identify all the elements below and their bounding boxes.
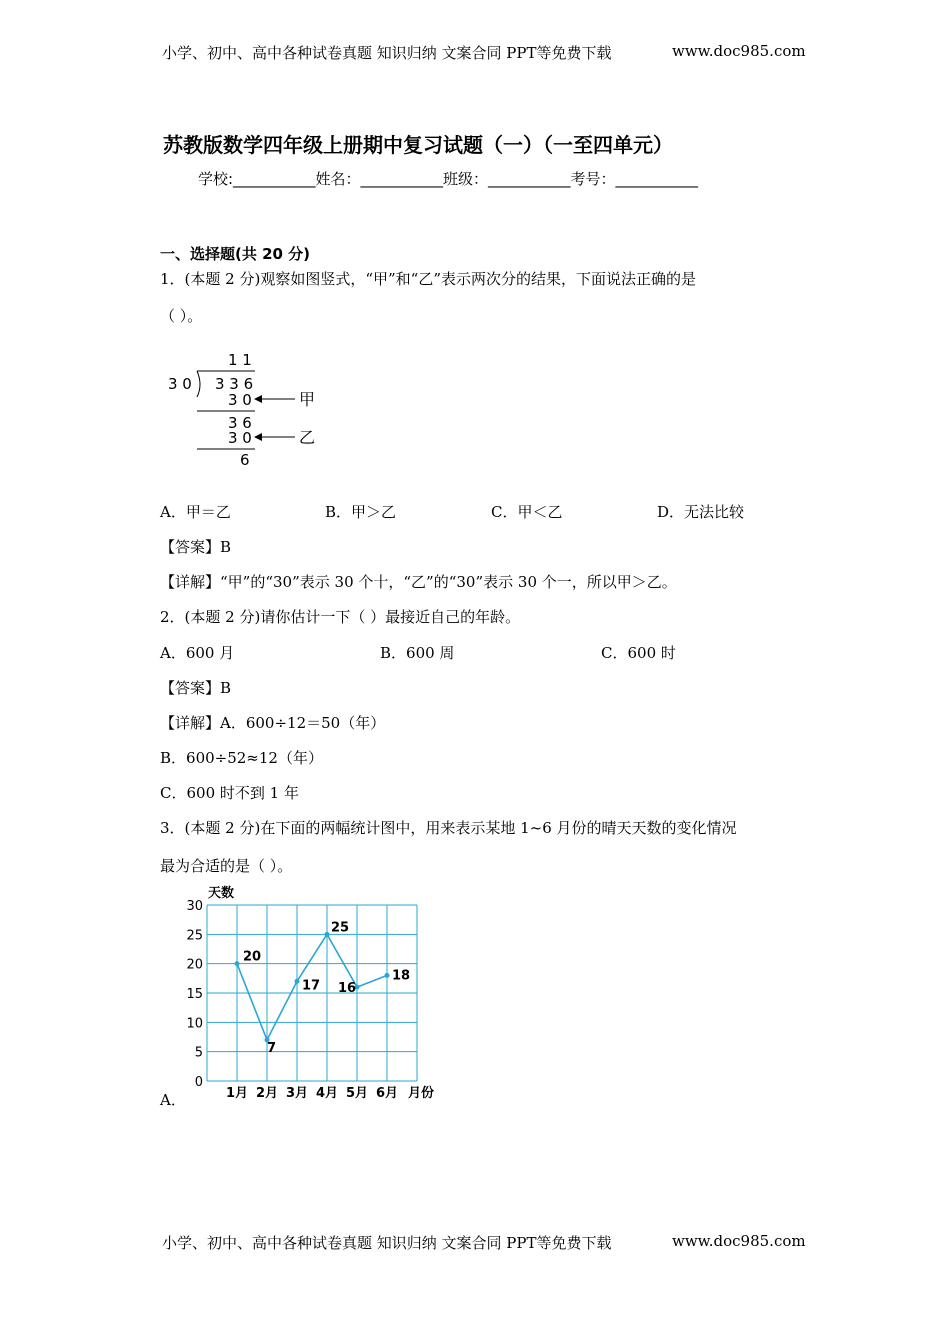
data-point [295,979,300,984]
q1-stem-cont: （ ）。 [160,307,203,325]
q2-option-a: A．600 月 [160,644,235,662]
q2-explanation-1: 【详解】A．600÷12＝50（年） [160,714,386,732]
division-divisor: 3 0 [168,375,192,393]
x-tick-label: 6月 [375,1086,399,1101]
division-step-2: 3 6 [228,414,252,432]
q1-option-c: C．甲＜乙 [491,503,563,521]
long-division-figure [160,345,330,470]
q1-option-a: A．甲＝乙 [160,503,231,521]
q3-stem-cont: 最为合适的是（ ）。 [160,857,293,875]
label-yi: 乙 [299,428,316,447]
x-tick-label: 5月 [345,1086,369,1101]
q2-answer: 【答案】B [160,679,232,697]
page-header-url[interactable]: www.doc985.com [672,42,806,60]
data-label: 7 [267,1040,277,1056]
chart-x-ticks [226,1086,398,1101]
q1-option-b: B．甲＞乙 [325,503,397,521]
data-label: 25 [331,920,350,936]
data-label: 17 [302,978,321,994]
arrow-head-yi [254,433,262,441]
y-tick-label: 30 [186,899,203,914]
x-tick-label: 1月 [225,1086,249,1101]
q2-explanation-2: B．600÷52≈12（年） [160,749,323,767]
division-dividend: 3 3 6 [215,375,254,393]
division-remainder: 6 [240,451,250,469]
line-chart [180,880,460,1110]
data-point [235,961,240,966]
division-step-yi: 3 0 [228,429,252,447]
division-quotient: 1 1 [228,351,252,369]
data-point [325,932,330,937]
y-tick-label: 15 [186,987,203,1002]
chart-y-label: 天数 [208,886,235,901]
q1-option-d: D．无法比较 [657,503,745,521]
page-title: 苏教版数学四年级上册期中复习试题（一）（一至四单元） [163,133,673,157]
y-tick-label: 20 [186,957,203,973]
q2-option-b: B．600 周 [380,644,455,662]
y-tick-label: 10 [186,1016,203,1032]
q1-answer: 【答案】B [160,538,232,556]
q2-stem: 2．(本题 2 分)请你估计一下（ ）最接近自己的年龄。 [160,608,521,626]
x-tick-label: 2月 [255,1086,279,1101]
division-step-jia: 3 0 [228,391,252,409]
x-tick-label: 3月 [285,1086,309,1101]
page-footer-text: 小学、初中、高中各种试卷真题 知识归纳 文案合同 PPT等免费下载 [162,1234,612,1252]
section-heading: 一、选择题(共 20 分) [160,245,311,263]
q3-stem: 3．(本题 2 分)在下面的两幅统计图中，用来表示某地 1~6 月份的晴天天数的变化情况 [160,819,737,837]
data-label: 18 [392,968,411,984]
chart-x-label: 月份 [408,1086,435,1101]
division-bracket [197,371,200,397]
chart-y-ticks [186,899,203,1090]
data-label: 20 [243,949,262,965]
q2-option-c: C．600 时 [601,644,676,662]
x-tick-label: 4月 [315,1086,339,1101]
page-footer-url[interactable]: www.doc985.com [672,1232,806,1250]
page-header-text: 小学、初中、高中各种试卷真题 知识归纳 文案合同 PPT等免费下载 [162,44,612,62]
data-label: 16 [338,981,357,997]
q1-stem: 1．(本题 2 分)观察如图竖式，“甲”和“乙”表示两次分的结果，下面说法正确的是 [160,270,697,288]
data-point [385,973,390,978]
y-tick-label: 25 [186,928,203,944]
y-tick-label: 0 [194,1075,203,1090]
chart-series [235,920,411,1056]
q2-explanation-3: C．600 时不到 1 年 [160,784,299,802]
q3-option-a-label: A． [160,1091,186,1109]
student-info-line: 学校:___________姓名：___________班级：___________考号：___________ [198,170,699,188]
label-jia: 甲 [299,390,316,409]
arrow-head-jia [254,395,262,403]
q1-explanation: 【详解】“甲”的“30”表示 30 个十，“乙”的“30”表示 30 个一，所以甲＞乙。 [160,573,677,591]
y-tick-label: 5 [194,1045,203,1061]
